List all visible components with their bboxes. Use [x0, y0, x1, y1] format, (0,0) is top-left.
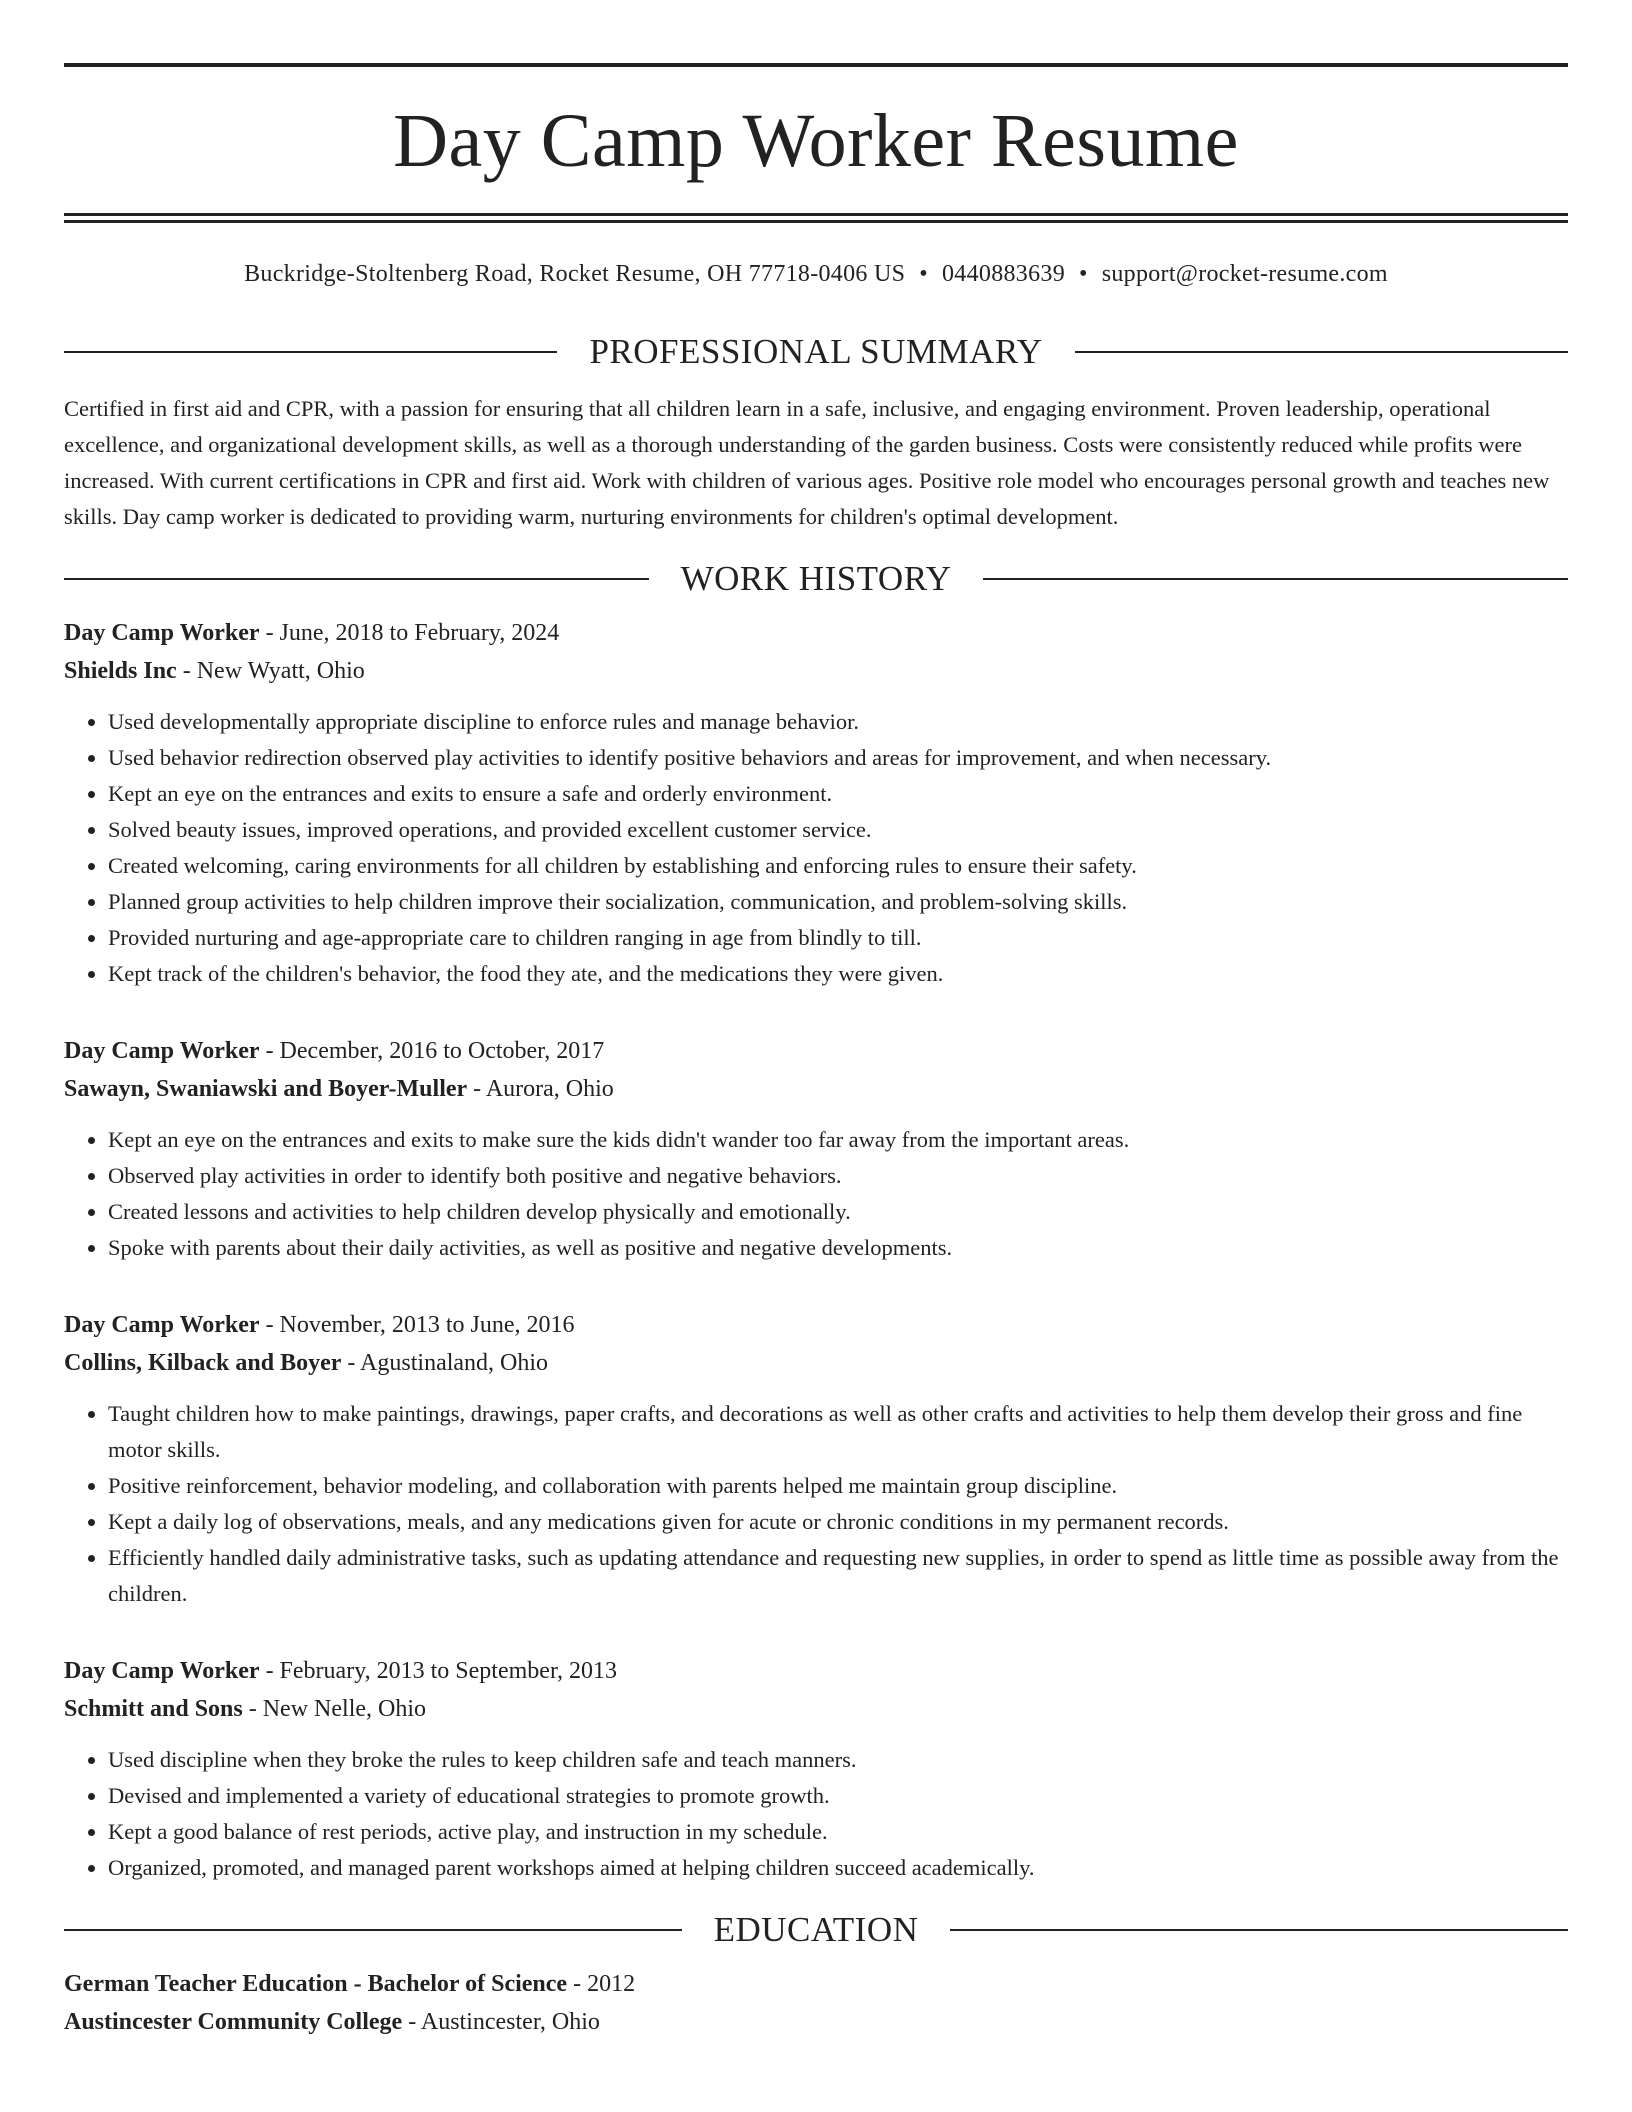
job-bullet: • Kept a good balance of rest periods, active play, and instruction in my schedule. — [108, 1814, 1568, 1850]
job-location: - Aurora, Ohio — [467, 1076, 614, 1102]
contact-separator: • — [1079, 261, 1088, 287]
job-bullet: • Organized, promoted, and managed parent workshops aimed at helping children succeed academically. — [108, 1850, 1568, 1886]
job-title-line — [64, 614, 1568, 652]
job-bullet: • Used discipline when they broke the rules to keep children safe and teach manners. — [108, 1742, 1568, 1778]
job-company: Sawayn, Swaniawski and Boyer-Muller — [64, 1076, 468, 1102]
contact-email: support@rocket-resume.com — [1101, 261, 1388, 287]
heading-rule-right — [983, 578, 1568, 580]
job-bullet: • Positive reinforcement, behavior modeling, and collaboration with parents helped me maintain group discipline. — [108, 1468, 1568, 1504]
job-bullet: • Taught children how to make paintings, drawings, paper crafts, and decorations as well as other crafts and activities to help them develop their gross and fine motor skills. — [108, 1396, 1568, 1468]
job-title-line — [64, 1032, 1568, 1070]
job-bullets — [64, 1122, 1568, 1266]
job-location: - New Nelle, Ohio — [242, 1696, 427, 1722]
job-bullet: • Efficiently handled daily administrative tasks, such as updating attendance and requesting new supplies, in order to spend as little time as possible away from the children. — [108, 1540, 1568, 1612]
job-dates: - December, 2016 to October, 2017 — [259, 1038, 605, 1064]
job-company-line — [64, 652, 1568, 690]
heading-rule-left — [64, 351, 557, 353]
job-entry — [64, 1306, 1568, 1612]
job-company: Collins, Kilback and Boyer — [64, 1350, 342, 1376]
job-bullet: • Created welcoming, caring environments for all children by establishing and enforcing rules to ensure their safety. — [108, 848, 1568, 884]
education-entry — [64, 1965, 1568, 2041]
education-year: - 2012 — [567, 1971, 636, 1997]
section-heading-label: PROFESSIONAL SUMMARY — [589, 332, 1043, 371]
job-dates: - November, 2013 to June, 2016 — [259, 1312, 575, 1338]
job-bullets — [64, 1742, 1568, 1886]
section-heading-label: EDUCATION — [713, 1910, 919, 1949]
job-bullet: • Used behavior redirection observed play activities to identify positive behaviors and areas for improvement, and when necessary. — [108, 740, 1568, 776]
job-location: - New Wyatt, Ohio — [176, 658, 365, 684]
section-heading-label: WORK HISTORY — [680, 559, 952, 598]
job-bullet: • Kept track of the children's behavior, the food they ate, and the medications they were given. — [108, 956, 1568, 992]
job-bullet: • Devised and implemented a variety of educational strategies to promote growth. — [108, 1778, 1568, 1814]
job-location: - Agustinaland, Ohio — [341, 1350, 549, 1376]
contact-address: Buckridge-Stoltenberg Road, Rocket Resume, OH 77718-0406 US — [244, 261, 906, 287]
resume-title: Day Camp Worker Resume — [393, 99, 1239, 183]
job-bullet: • Provided nurturing and age-appropriate care to children ranging in age from blindly to till. — [108, 920, 1568, 956]
contact-phone: 0440883639 — [942, 261, 1065, 287]
heading-rule-left — [64, 1929, 682, 1931]
job-bullet: • Planned group activities to help children improve their socialization, communication, and problem-solving skills. — [108, 884, 1568, 920]
heading-rule-right — [1075, 351, 1568, 353]
job-bullet: • Used developmentally appropriate discipline to enforce rules and manage behavior. — [108, 704, 1568, 740]
job-dates: - February, 2013 to September, 2013 — [259, 1658, 617, 1684]
section-heading-education — [64, 1912, 1568, 1947]
contact-line — [64, 261, 1568, 288]
heading-rule-left — [64, 578, 649, 580]
summary-text: Certified in first aid and CPR, with a passion for ensuring that all children learn in a safe, inclusive, and engaging environment. Proven leadership, operational excellence, and organizational development skills, as well as a thorough understanding of the garden business. Costs were consistently reduced while profits were increased. With current certifications in CPR and first aid. Work with children of various ages. Positive role model who encourages personal growth and teaches new skills. Day camp worker is dedicated to providing warm, nurturing environments for children's optimal development. — [64, 396, 1550, 529]
education-location: - Austincester, Ohio — [402, 2009, 600, 2035]
job-dates: - June, 2018 to February, 2024 — [259, 620, 560, 646]
education-degree-line — [64, 1965, 1568, 2003]
title-double-rule — [64, 213, 1568, 223]
job-bullet: • Solved beauty issues, improved operations, and provided excellent customer service. — [108, 812, 1568, 848]
job-title-line — [64, 1652, 1568, 1690]
job-title: Day Camp Worker — [64, 1038, 260, 1064]
job-bullet: • Spoke with parents about their daily activities, as well as positive and negative developments. — [108, 1230, 1568, 1266]
job-title-line — [64, 1306, 1568, 1344]
contact-separator: • — [919, 261, 928, 287]
top-rule — [64, 63, 1568, 67]
education-school-line — [64, 2003, 1568, 2041]
job-entry — [64, 614, 1568, 992]
job-company-line — [64, 1344, 1568, 1382]
job-bullets — [64, 1396, 1568, 1612]
job-title: Day Camp Worker — [64, 1312, 260, 1338]
section-heading-work-history — [64, 561, 1568, 596]
heading-rule-right — [950, 1929, 1568, 1931]
section-heading-summary — [64, 334, 1568, 369]
job-title: Day Camp Worker — [64, 1658, 260, 1684]
education-school: Austincester Community College — [64, 2009, 403, 2035]
job-title: Day Camp Worker — [64, 620, 260, 646]
job-bullet: • Observed play activities in order to identify both positive and negative behaviors. — [108, 1158, 1568, 1194]
job-bullets — [64, 704, 1568, 992]
job-company: Schmitt and Sons — [64, 1696, 243, 1722]
job-entry — [64, 1032, 1568, 1266]
job-bullet: • Kept an eye on the entrances and exits to make sure the kids didn't wander too far away from the important areas. — [108, 1122, 1568, 1158]
job-entry — [64, 1652, 1568, 1886]
job-bullet: • Kept an eye on the entrances and exits to ensure a safe and orderly environment. — [108, 776, 1568, 812]
job-company: Shields Inc — [64, 658, 177, 684]
job-bullet: • Created lessons and activities to help children develop physically and emotionally. — [108, 1194, 1568, 1230]
job-company-line — [64, 1690, 1568, 1728]
job-company-line — [64, 1070, 1568, 1108]
education-degree: German Teacher Education - Bachelor of Science — [64, 1971, 568, 1997]
job-bullet: • Kept a daily log of observations, meals, and any medications given for acute or chronic conditions in my permanent records. — [108, 1504, 1568, 1540]
